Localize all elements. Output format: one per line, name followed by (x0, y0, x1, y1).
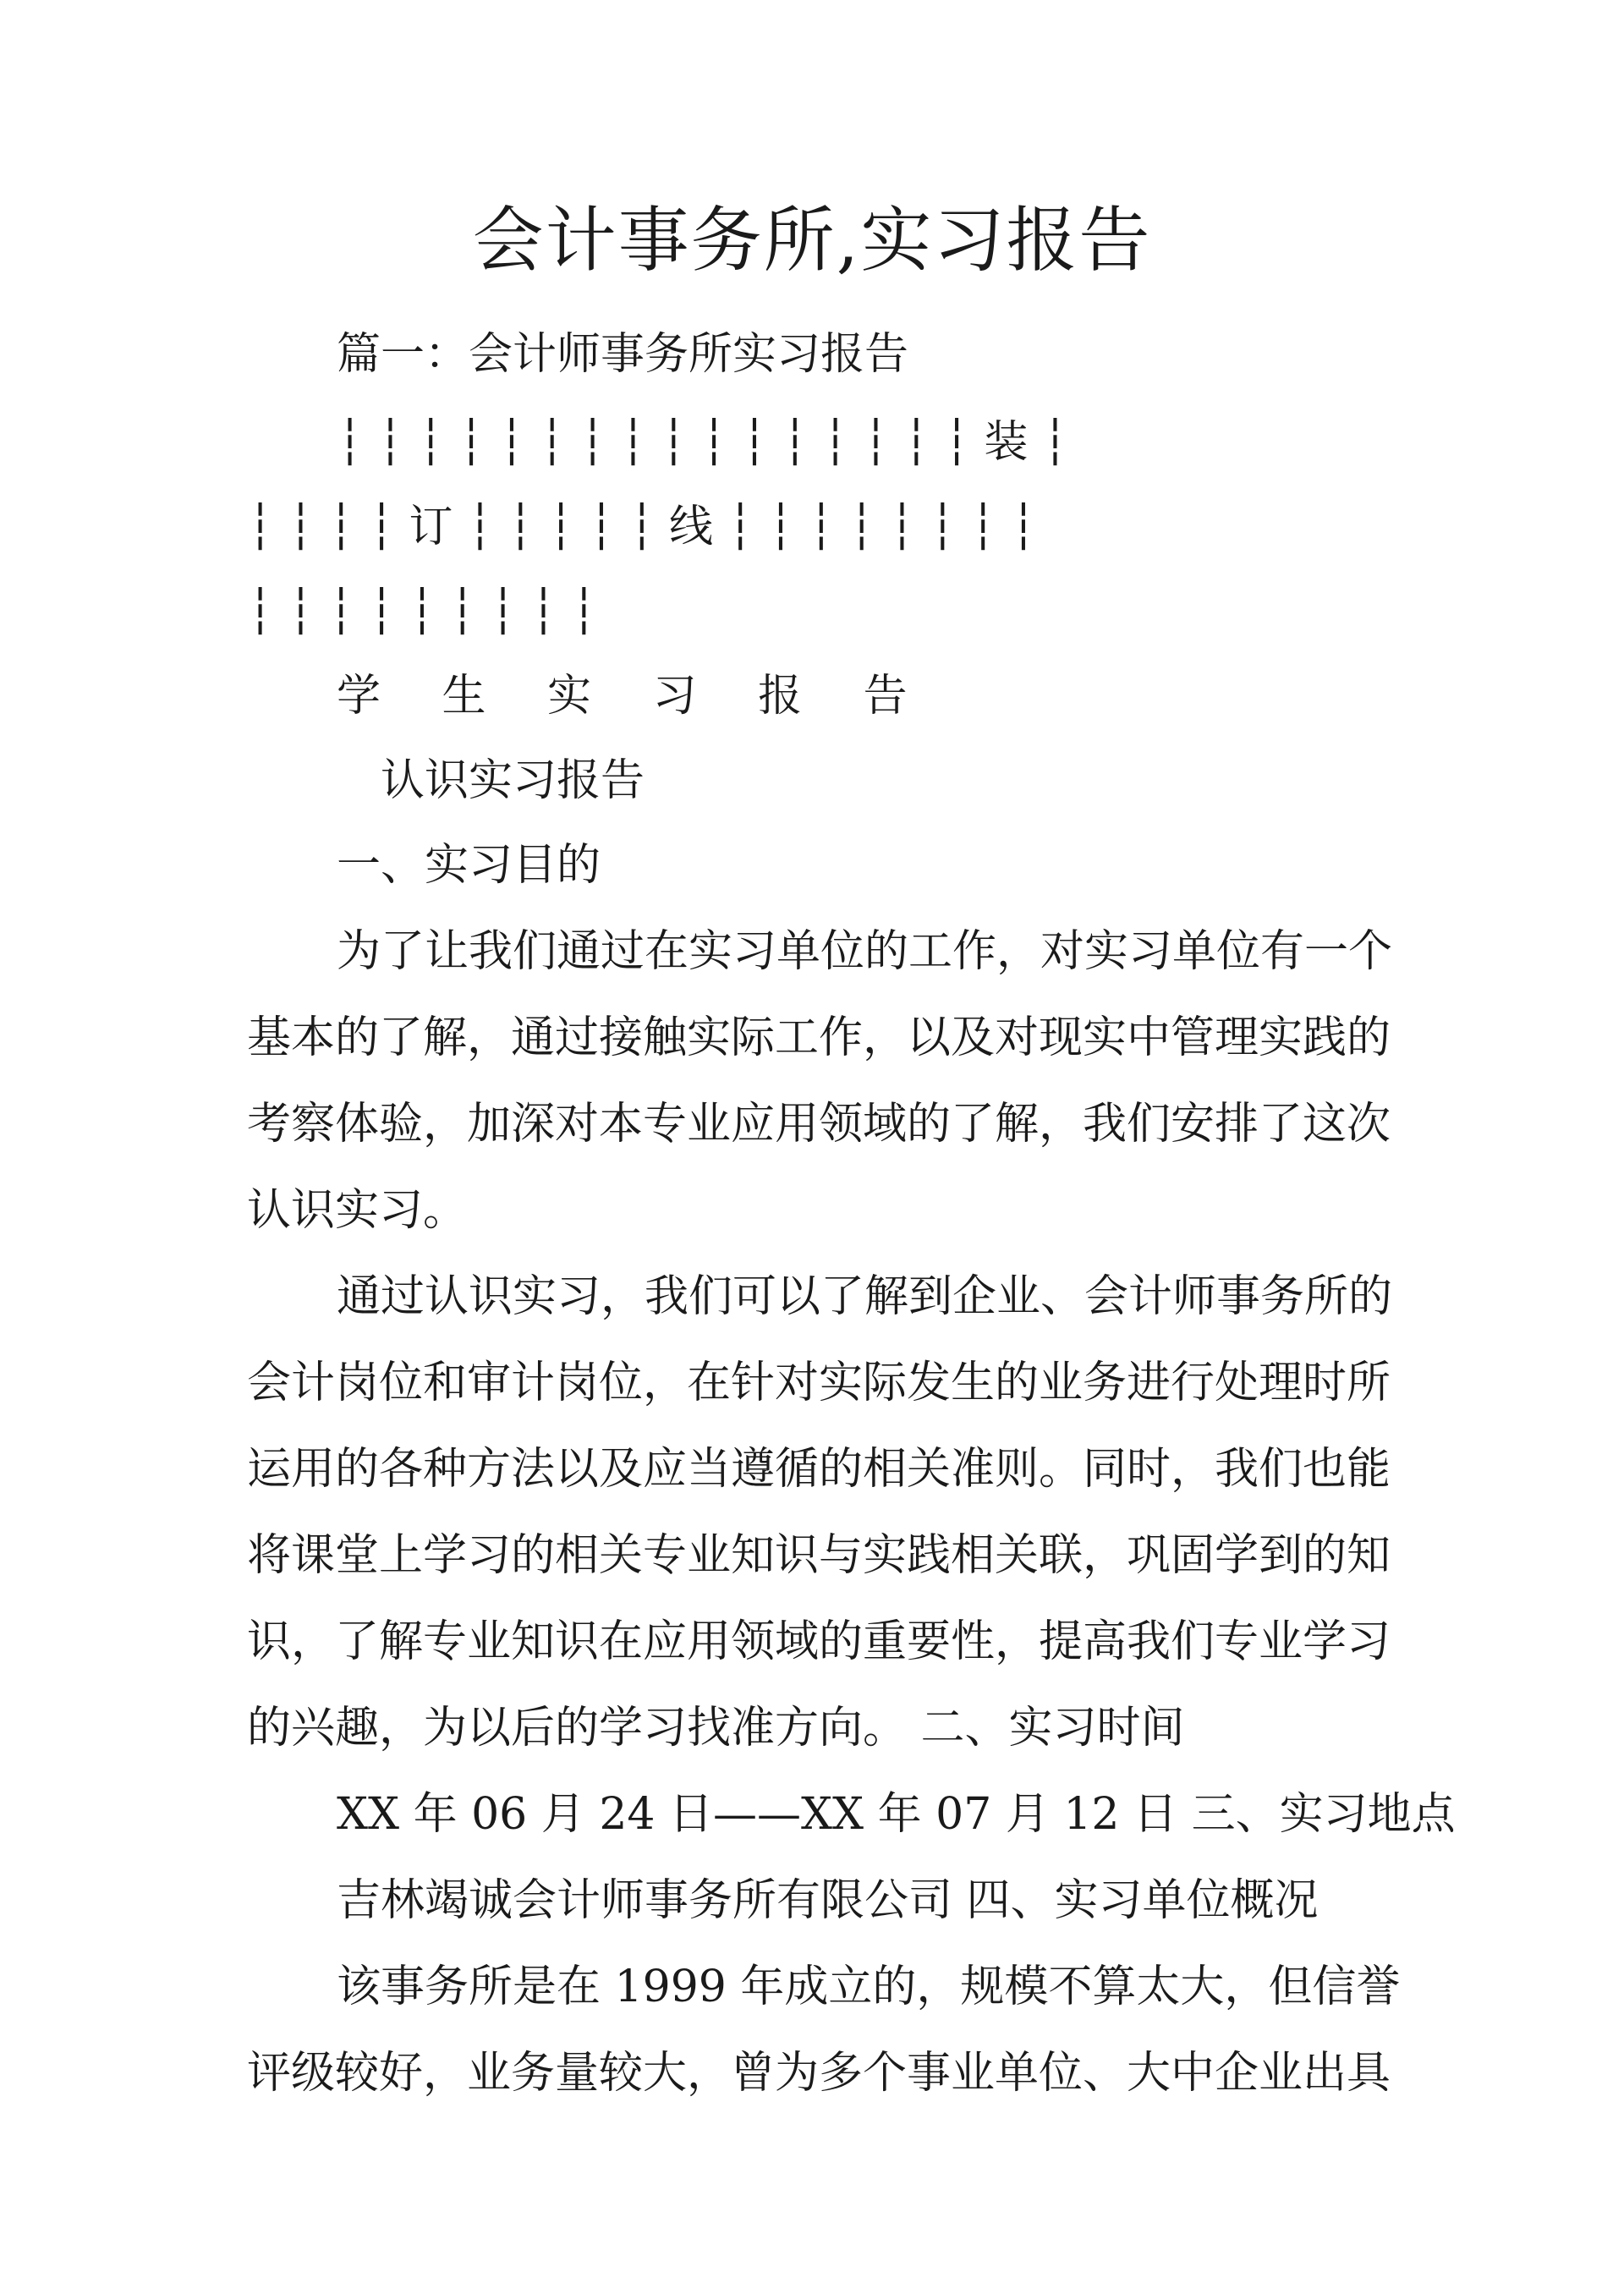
paragraph-line: 的兴趣，为以后的学习找准方向。 二、实习时间 (247, 1703, 1185, 1753)
internship-location-line: 吉林竭诚会计师事务所有限公司 四、实习单位概况 (337, 1875, 1319, 1926)
paragraph-line: 会计岗位和审计岗位，在针对实际发生的业务进行处理时所 (247, 1358, 1391, 1408)
paragraph-line: 将课堂上学习的相关专业知识与实践相关联，巩固学到的知 (247, 1530, 1391, 1581)
paragraph-line: 运用的各种方法以及应当遵循的相关准则。同时，我们也能 (247, 1444, 1391, 1495)
document-title: 会计事务所,实习报告 (472, 199, 1152, 282)
paragraph-line: 为了让我们通过在实习单位的工作，对实习单位有一个 (337, 926, 1393, 977)
binding-margin-row-1: ┆ ┆ ┆ ┆ ┆ ┆ ┆ ┆ ┆ ┆ ┆ ┆ ┆ ┆ ┆ ┆ 装 ┆ (337, 417, 1069, 468)
binding-margin-row-2: ┆ ┆ ┆ ┆ 订 ┆ ┆ ┆ ┆ ┆ 线 ┆ ┆ ┆ ┆ ┆ ┆ ┆ ┆ (247, 502, 1037, 552)
report-cover-heading: 学 生 实 习 报 告 (337, 671, 931, 722)
section-heading-purpose: 一、实习目的 (337, 840, 601, 891)
binding-margin-row-3: ┆ ┆ ┆ ┆ ┆ ┆ ┆ ┆ ┆ (247, 586, 597, 637)
paragraph-line: 该事务所是在 1999 年成立的，规模不算太大，但信誉 (337, 1962, 1401, 2012)
paragraph-line: 识，了解专业知识在应用领域的重要性，提高我们专业学习 (247, 1616, 1391, 1667)
paragraph-line: 通过认识实习，我们可以了解到企业、会计师事务所的 (337, 1271, 1393, 1322)
internship-period-line: XX 年 06 月 24 日——XX 年 07 月 12 日 三、实习地点 (337, 1789, 1456, 1840)
report-subtitle: 认识实习报告 (381, 755, 645, 806)
paragraph-line: 认识实习。 (247, 1185, 468, 1236)
paragraph-line: 评级较好，业务量较大，曾为多个事业单位、大中企业出具 (247, 2048, 1391, 2099)
paragraph-line: 基本的了解，通过接触实际工作，以及对现实中管理实践的 (247, 1013, 1391, 1063)
section-heading-part-one: 篇一：会计师事务所实习报告 (337, 329, 909, 380)
paragraph-line: 考察体验，加深对本专业应用领域的了解，我们安排了这次 (247, 1099, 1391, 1150)
